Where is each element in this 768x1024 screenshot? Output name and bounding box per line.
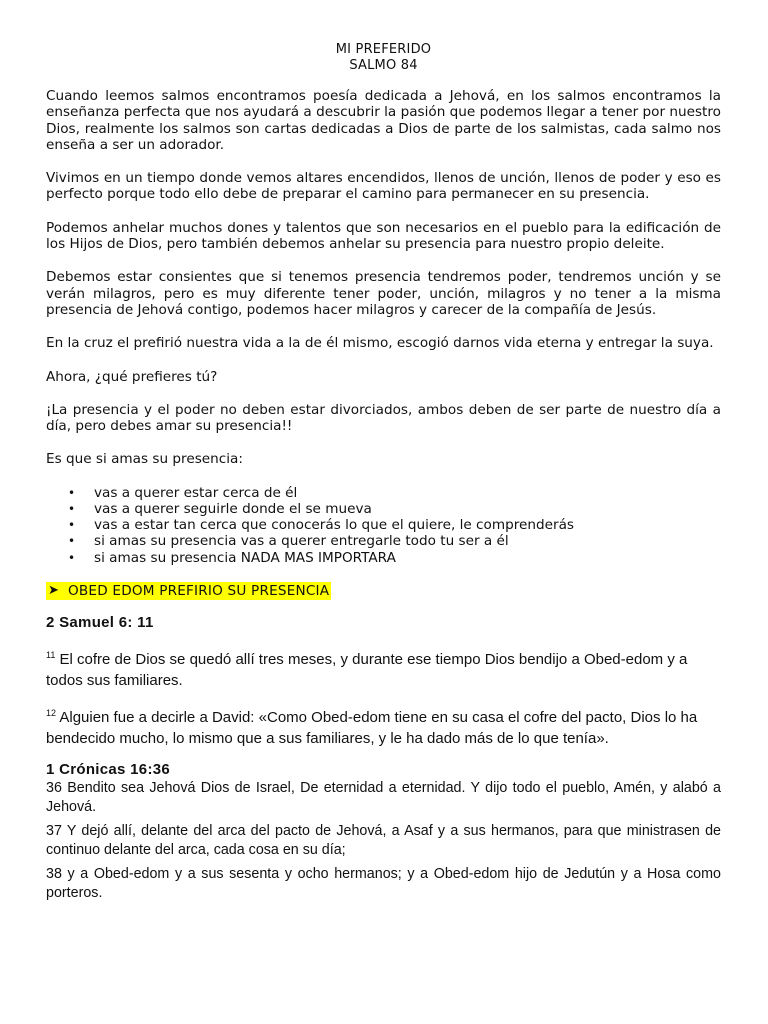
verse-cronicas-36: 36 Bendito sea Jehová Dios de Israel, De eternidad a eternidad. Y dijo todo el pueblo, Amén, y alabó a Jehová. <box>46 779 721 816</box>
title-line-2: SALMO 84 <box>349 58 418 73</box>
paragraph-6: Ahora, ¿qué prefieres tú? <box>46 368 218 385</box>
paragraph-4: Debemos estar consientes que si tenemos presencia tendremos poder, tendremos unción y se verán milagros, pero es muy diferente tener poder, unción, milagros y no tener a la misma presencia de Jehová contigo, podemos hacer milagros y carecer de la compañía de Jesús. <box>46 269 721 318</box>
verse-number: 12 <box>46 707 57 718</box>
bullet-icon: • <box>68 501 76 516</box>
bullet-list <box>46 485 721 566</box>
verse-text: Alguien fue a decirle a David: «Como Obed-edom tiene en su casa el cofre del pacto, Dios lo ha bendecido mucho, lo mismo que a sus familiares, y le ha dado más de lo que tenía». <box>46 708 698 747</box>
list-item-text: vas a querer seguirle donde el se mueva <box>94 500 372 517</box>
highlighted-heading <box>46 582 331 600</box>
list-item-text: si amas su presencia NADA MAS IMPORTARA <box>94 549 396 566</box>
bullet-icon: • <box>68 534 76 549</box>
document-page <box>46 42 721 904</box>
verse-samuel-11 <box>46 645 721 691</box>
list-item <box>68 550 721 566</box>
samuel-heading: 2 Samuel 6: 11 <box>46 613 154 631</box>
paragraph-7: ¡La presencia y el poder no deben estar divorciados, ambos deben de ser parte de nuestro día a día, pero debes amar su presencia!! <box>46 401 721 435</box>
highlighted-heading-row <box>46 582 721 600</box>
bullet-icon: • <box>68 485 76 500</box>
paragraph-3: Podemos anhelar muchos dones y talentos que son necesarios en el pueblo para la edificación de los Hijos de Dios, pero también debemos anhelar su presencia para nuestro propio deleite. <box>46 219 721 253</box>
verse-cronicas-38: 38 y a Obed-edom y a sus sesenta y ocho hermanos; y a Obed-edom hijo de Jedutún y a Hosa como porteros. <box>46 865 721 902</box>
document-title <box>46 42 721 74</box>
verse-samuel-12 <box>46 703 721 749</box>
verse-number: 11 <box>46 649 56 660</box>
title-line-1: MI PREFERIDO <box>335 42 432 57</box>
verse-text: El cofre de Dios se quedó allí tres meses, y durante ese tiempo Dios bendijo a Obed-edom y a todos sus familiares. <box>46 650 688 689</box>
list-item <box>68 501 721 517</box>
paragraph-8: Es que si amas su presencia: <box>46 451 243 468</box>
paragraph-5: En la cruz el prefirió nuestra vida a la de él mismo, escogió darnos vida eterna y entregar la suya. <box>46 335 714 352</box>
list-item <box>68 533 721 549</box>
paragraph-2: Vivimos en un tiempo donde vemos altares encendidos, llenos de unción, llenos de poder y eso es perfecto porque todo ello debe de preparar el camino para permanecer en su presencia. <box>46 170 721 203</box>
bullet-icon: • <box>68 550 76 565</box>
paragraph-1: Cuando leemos salmos encontramos poesía dedicada a Jehová, en los salmos encontramos la enseñanza perfecta que nos ayudará a descubrir la pasión que podemos llegar a tener por nuestro Dios, realmente los salmos son cartas dedicadas a Dios de parte de los salmistas, cada salmo nos enseña a ser un adorador. <box>46 88 721 153</box>
list-item-text: si amas su presencia vas a querer entregarle todo tu ser a él <box>94 533 509 550</box>
list-item-text: vas a estar tan cerca que conocerás lo que el quiere, le comprenderás <box>94 517 574 534</box>
highlighted-heading-text: OBED EDOM PREFIRIO SU PRESENCIA <box>68 582 330 599</box>
bullet-icon: • <box>68 518 76 533</box>
list-item-text: vas a querer estar cerca de él <box>94 484 298 501</box>
cronicas-heading: 1 Crónicas 16:36 <box>46 760 171 778</box>
list-item <box>68 485 721 501</box>
arrow-bullet-icon: ➤ <box>48 582 60 598</box>
verse-cronicas-37: 37 Y dejó allí, delante del arca del pacto de Jehová, a Asaf y a sus hermanos, para que ministrasen de continuo delante del arca, cada cosa en su día; <box>46 822 721 859</box>
list-item <box>68 517 721 533</box>
